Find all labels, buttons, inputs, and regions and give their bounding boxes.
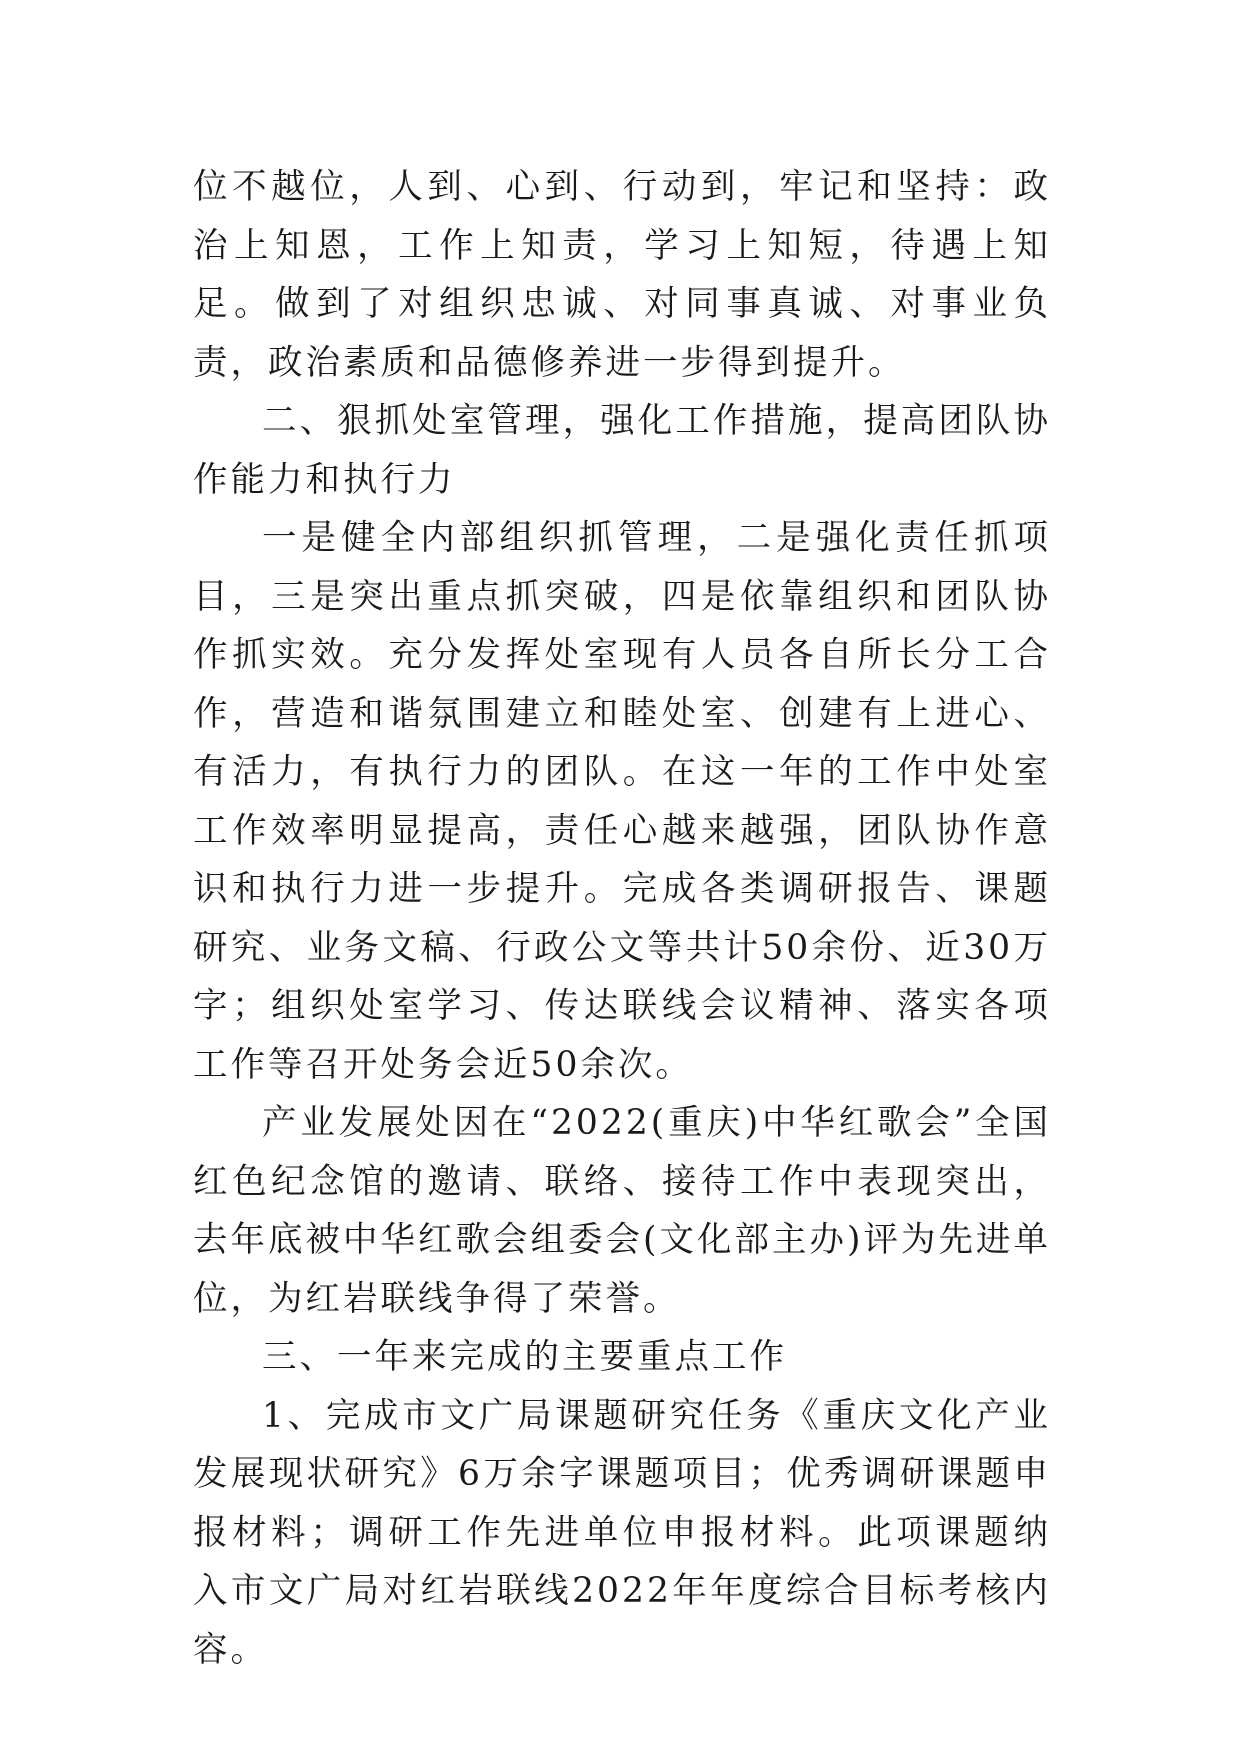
paragraph-continuation: 位不越位，人到、心到、行动到，牢记和坚持：政治上知恩，工作上知责，学习上知短，待遇上知足。做到了对组织忠诚、对同事真诚、对事业负责，政治素质和品德修养进一步得到提升。 (193, 167, 1051, 383)
section-heading-3: 三、一年来完成的主要重点工作 (262, 1337, 787, 1377)
paragraph-key-work-1: 1、完成市文广局课题研究任务《重庆文化产业发展现状研究》6万余字课题项目；优秀调研课题申报材料；调研工作先进单位申报材料。此项课题纳入市文广局对红岩联线2022年年度综合目标考核内容。 (193, 1395, 1051, 1670)
paragraph-management-measures: 一是健全内部组织抓管理，二是强化责任抓项目，三是突出重点抓突破，四是依靠组织和团队协作抓实效。充分发挥处室现有人员各自所长分工合作，营造和谐氛围建立和睦处室、创建有上进心、有活力，有执行力的团队。在这一年的工作中处室工作效率明显提高，责任心越来越强，团队协作意识和执行力进一步提升。完成各类调研报告、课题研究、业务文稿、行政公文等共计50余份、近30万字；组织处室学习、传达联线会议精神、落实各项工作等召开处务会近50余次。 (193, 518, 1051, 1085)
section-heading-2: 二、狠抓处室管理，强化工作措施，提高团队协作能力和执行力 (193, 401, 1051, 500)
paragraph-award: 产业发展处因在“2022(重庆)中华红歌会”全国红色纪念馆的邀请、联络、接待工作中表现突出，去年底被中华红歌会组委会(文化部主办)评为先进单位，为红岩联线争得了荣誉。 (193, 1103, 1051, 1319)
document-body (193, 158, 1051, 1679)
